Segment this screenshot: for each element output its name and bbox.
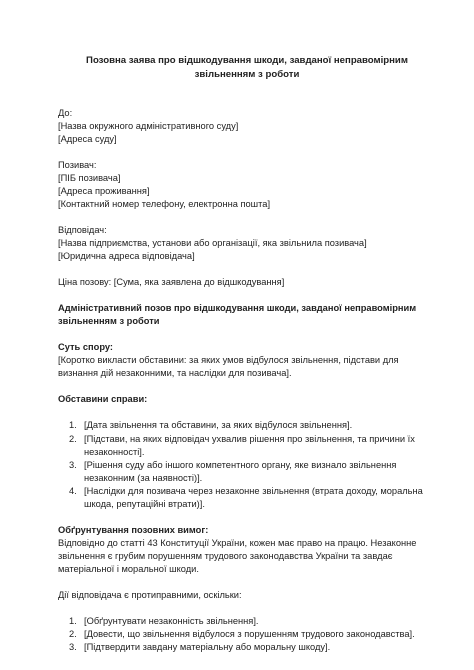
list-number: 1.	[69, 420, 77, 431]
plaintiff-address: [Адреса проживання]	[58, 186, 150, 197]
title-line: Позовна заява про відшкодування шкоди, завданої неправомірним	[86, 55, 408, 66]
court-name: [Назва окружного адміністративного суду]	[58, 121, 239, 132]
list-text: [Обґрунтувати незаконність звільнення].	[84, 615, 259, 626]
court-address: [Адреса суду]	[58, 134, 117, 145]
plaintiff-contacts: [Контактний номер телефону, електронна пошта]	[58, 199, 271, 210]
list-text: [Рішення суду або іншого компетентного органу, яке визнало звільнення	[84, 459, 397, 470]
unlawful-intro: Дії відповідача є протиправними, оскільки:	[58, 589, 242, 600]
justification-text	[58, 537, 426, 576]
essence-line: [Коротко викласти обставини: за яких умов відбулося звільнення, підстави для	[58, 355, 399, 366]
justification-line: матеріальної і моральної шкоди.	[58, 563, 199, 574]
justification-heading: Обґрунтування позовних вимог:	[58, 524, 209, 535]
list-item	[58, 615, 426, 628]
unlawful-list	[58, 615, 426, 654]
plaintiff-label: Позивач:	[58, 160, 97, 171]
circumstances-heading: Обставини справи:	[58, 394, 148, 405]
court-label: До:	[58, 108, 73, 119]
list-text: [Дата звільнення та обставини, за яких відбулося звільнення].	[84, 420, 353, 431]
justification-line: звільнення є грубим порушенням трудового законодавства України та завдає	[58, 550, 393, 561]
defendant-block	[58, 224, 426, 263]
list-item	[58, 419, 426, 432]
court-block	[58, 107, 426, 146]
list-item	[58, 641, 426, 654]
list-number: 2.	[69, 628, 77, 639]
claim-price: Ціна позову: [Сума, яка заявлена до відшкодування]	[58, 277, 285, 288]
list-item	[58, 628, 426, 641]
list-number: 3.	[69, 459, 77, 470]
list-number: 1.	[69, 615, 77, 626]
plaintiff-block	[58, 159, 426, 211]
document-title	[68, 54, 426, 81]
list-text: [Підтвердити завдану матеріальну або моральну шкоду].	[84, 641, 331, 652]
justification-line: Відповідно до статті 43 Конституції України, кожен має право на працю. Незаконне	[58, 537, 417, 548]
list-text: шкода, репутаційні втрати)].	[84, 498, 205, 509]
list-text: незаконним (за наявності)].	[84, 472, 203, 483]
list-text: [Наслідки для позивача через незаконне звільнення (втрата доходу, моральна	[84, 485, 423, 496]
list-text: [Довести, що звільнення відбулося з порушенням трудового законодавства].	[84, 628, 415, 639]
title-line: звільненням з роботи	[194, 68, 300, 80]
essence-heading: Суть спору:	[58, 342, 114, 353]
defendant-label: Відповідач:	[58, 225, 107, 236]
claim-heading	[58, 302, 426, 328]
list-number: 4.	[69, 485, 77, 496]
list-text: незаконності].	[84, 446, 145, 457]
list-text: [Підстави, на яких відповідач ухвалив рішення про звільнення, та причини їх	[84, 433, 415, 444]
list-item	[58, 459, 426, 485]
plaintiff-name: [ПІБ позивача]	[58, 173, 121, 184]
list-number: 3.	[69, 641, 77, 652]
essence-line: визнання дій незаконними, та наслідки для позивача].	[58, 368, 292, 379]
list-number: 2.	[69, 433, 77, 444]
defendant-name: [Назва підприємства, установи або організації, яка звільнила позивача]	[58, 238, 367, 249]
claim-heading-line: Адміністративний позов про відшкодування шкоди, завданої неправомірним	[58, 303, 417, 314]
defendant-address: [Юридична адреса відповідача]	[58, 251, 195, 262]
list-item	[58, 485, 426, 511]
list-item	[58, 433, 426, 459]
essence-text	[58, 354, 426, 380]
circumstances-list	[58, 419, 426, 510]
claim-heading-line: звільненням з роботи	[58, 316, 160, 327]
